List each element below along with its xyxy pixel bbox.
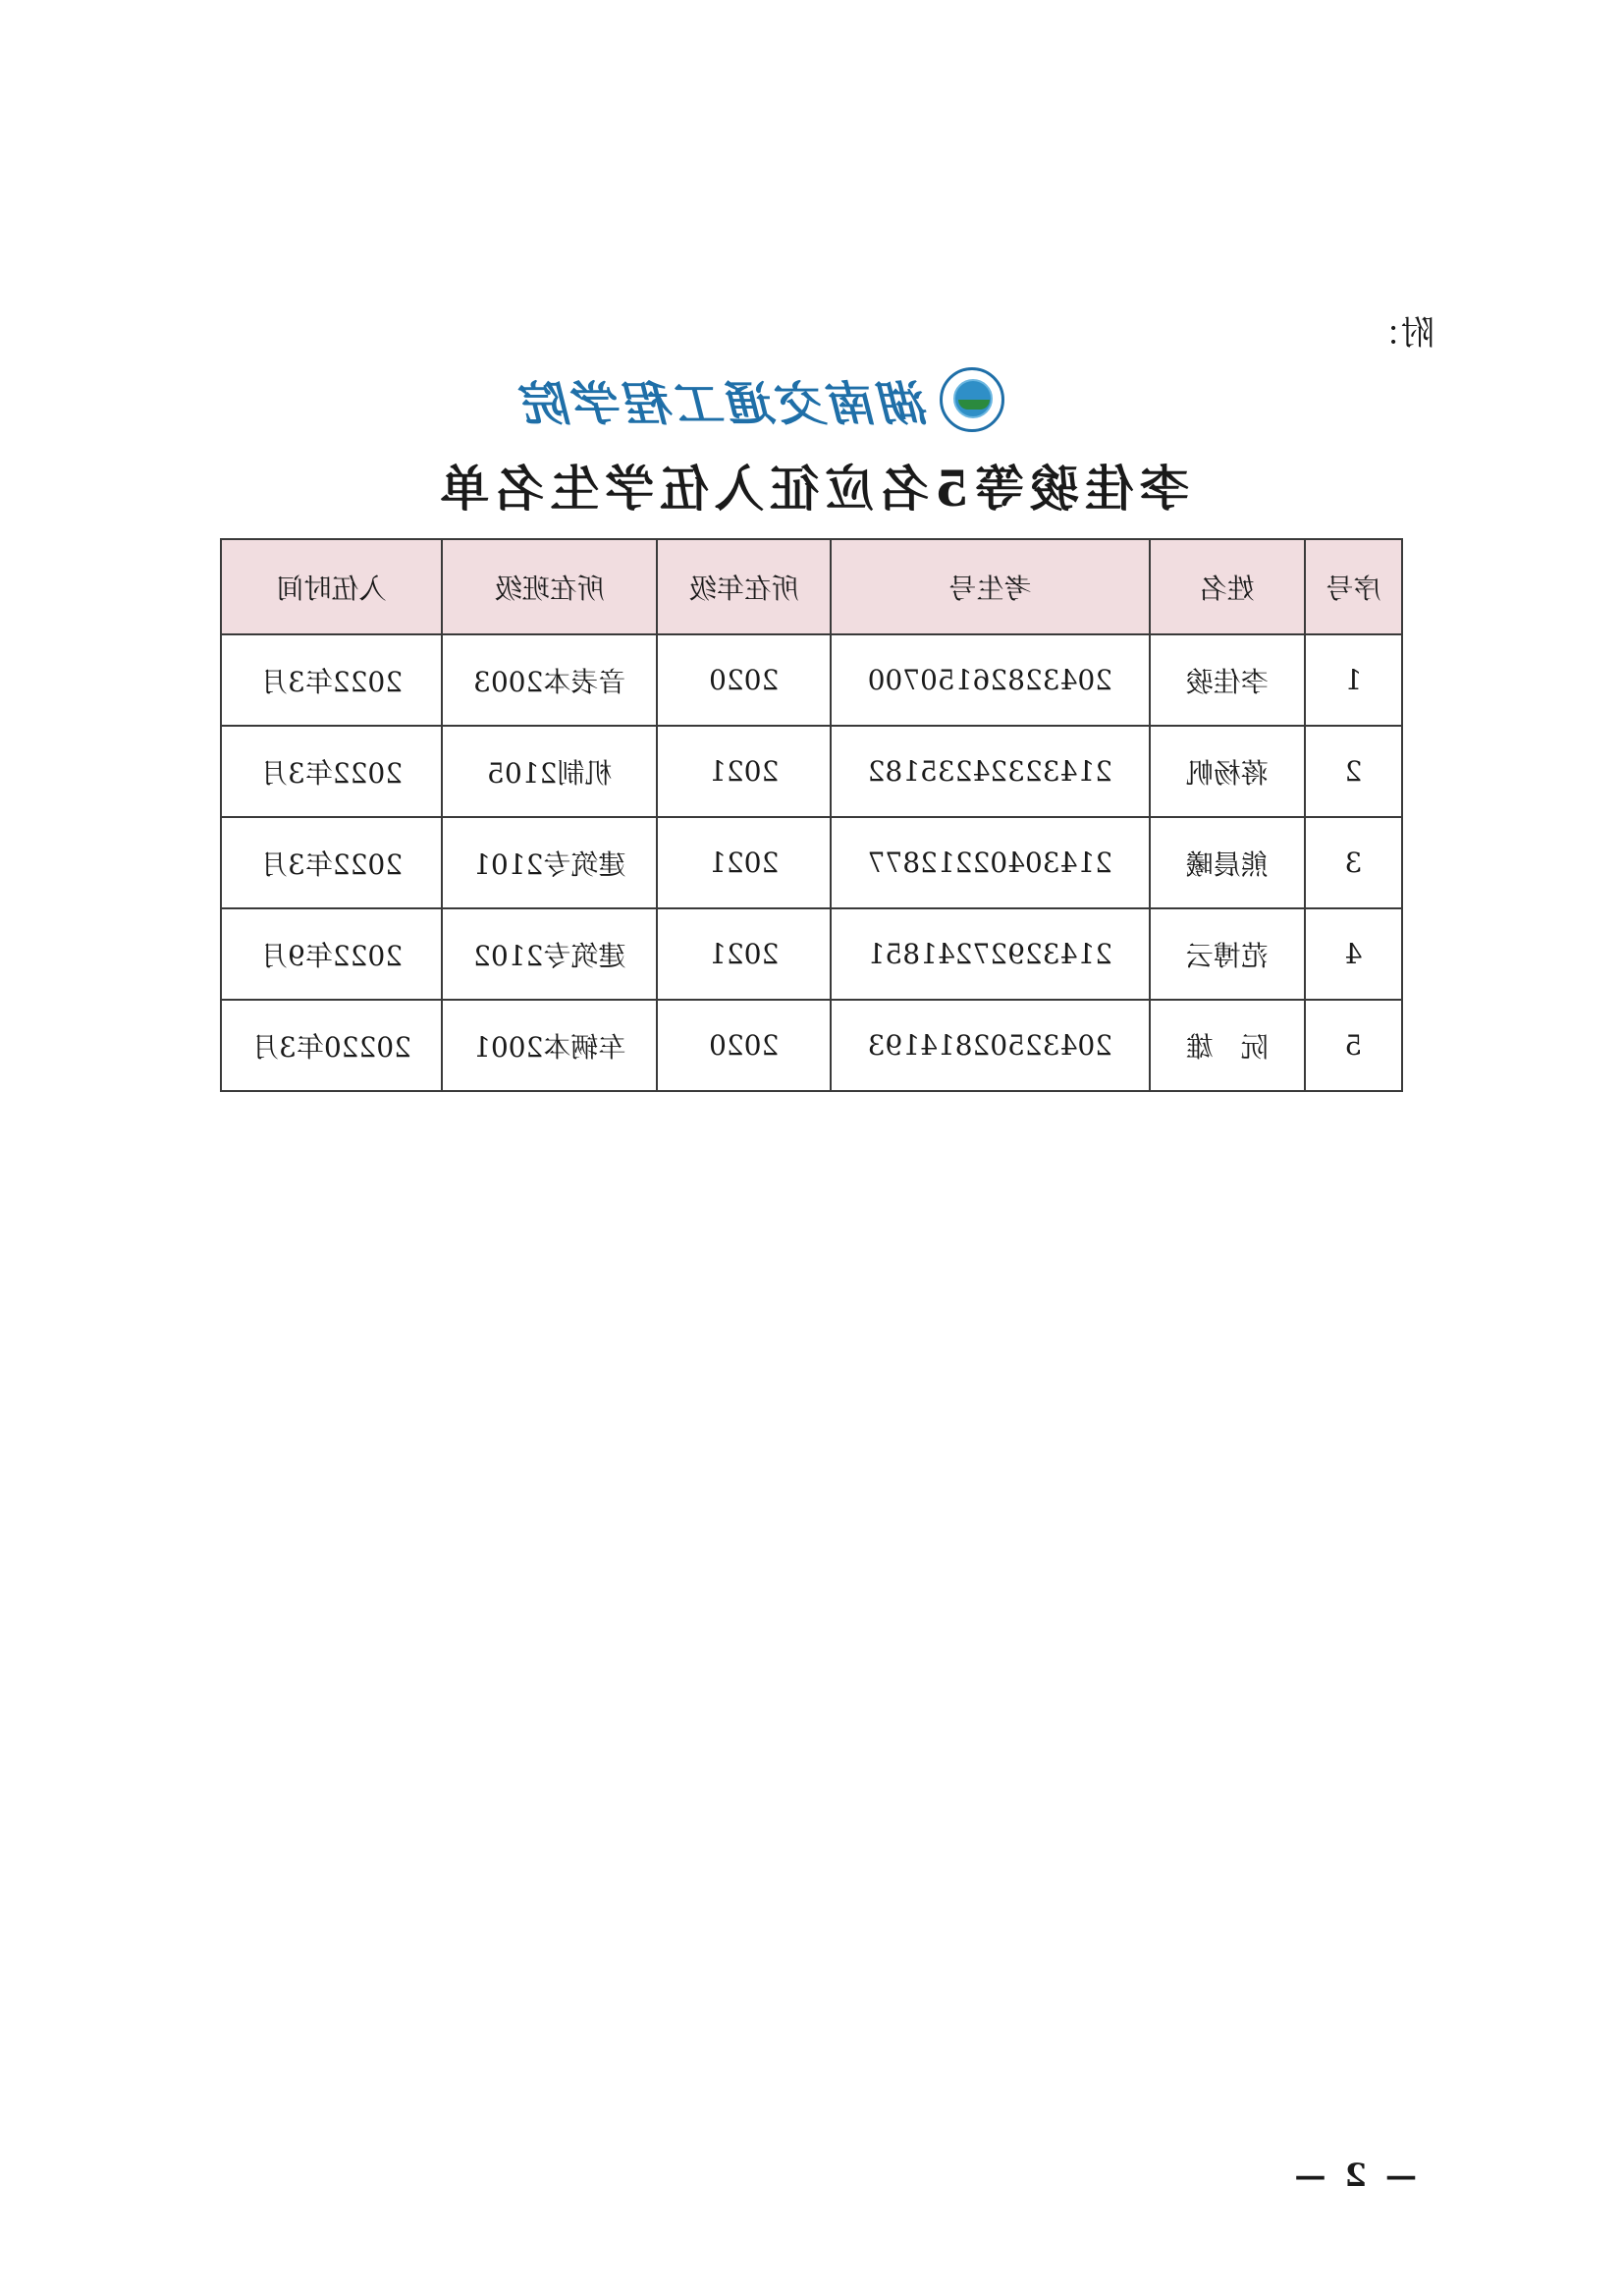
header-seq: 序号 <box>1305 539 1402 634</box>
cell-name: 熊晨曦 <box>1150 817 1305 908</box>
header-name: 姓名 <box>1150 539 1305 634</box>
cell-grade: 2020 <box>657 1000 831 1091</box>
header-grade: 所在年级 <box>657 539 831 634</box>
cell-class: 建筑专2101 <box>442 817 657 908</box>
cell-exam-number: 21432927241851 <box>831 908 1150 1000</box>
cell-exam-number: 21432324235182 <box>831 726 1150 817</box>
cell-name: 阮 雄 <box>1150 1000 1305 1091</box>
table-row <box>221 634 1402 726</box>
cell-enlist-time: 2022年3月 <box>221 726 442 817</box>
cell-grade: 2021 <box>657 726 831 817</box>
table-row <box>221 1000 1402 1091</box>
cell-enlist-time: 2022年3月 <box>221 817 442 908</box>
document-title: 李佳骏等5名应征入伍学生名单 <box>434 460 1189 518</box>
cell-class: 音表本2003 <box>442 634 657 726</box>
school-logo <box>514 365 1004 434</box>
cell-class: 车辆本2001 <box>442 1000 657 1091</box>
cell-exam-number: 21430402212877 <box>831 817 1150 908</box>
cell-class: 机制2105 <box>442 726 657 817</box>
header-class: 所在班级 <box>442 539 657 634</box>
cell-grade: 2020 <box>657 634 831 726</box>
table-header-row <box>221 539 1402 634</box>
cell-enlist-time: 2022年9月 <box>221 908 442 1000</box>
school-emblem-icon <box>940 367 1004 432</box>
cell-exam-number: 20432826150700 <box>831 634 1150 726</box>
table-row <box>221 908 1402 1000</box>
cell-grade: 2021 <box>657 908 831 1000</box>
school-logo-text: 湖南交通工程学院 <box>520 376 930 432</box>
attachment-label: 附： <box>1368 314 1434 354</box>
cell-grade: 2021 <box>657 817 831 908</box>
cell-enlist-time: 20220年3月 <box>221 1000 442 1091</box>
cell-class: 建筑专2102 <box>442 908 657 1000</box>
cell-seq: 4 <box>1305 908 1402 1000</box>
cell-seq: 3 <box>1305 817 1402 908</box>
header-exam-number: 考生号 <box>831 539 1150 634</box>
cell-name: 范博云 <box>1150 908 1305 1000</box>
cell-exam-number: 20432502814193 <box>831 1000 1150 1091</box>
table-row <box>221 726 1402 817</box>
cell-seq: 2 <box>1305 726 1402 817</box>
header-enlist-time: 入伍时间 <box>221 539 442 634</box>
cell-seq: 1 <box>1305 634 1402 726</box>
table-row <box>221 817 1402 908</box>
cell-seq: 5 <box>1305 1000 1402 1091</box>
cell-name: 蒋杨帆 <box>1150 726 1305 817</box>
cell-enlist-time: 2022年3月 <box>221 634 442 726</box>
enlistment-table <box>220 538 1403 1092</box>
cell-name: 李佳骏 <box>1150 634 1305 726</box>
page-number: — 2 — <box>1290 2157 1417 2194</box>
